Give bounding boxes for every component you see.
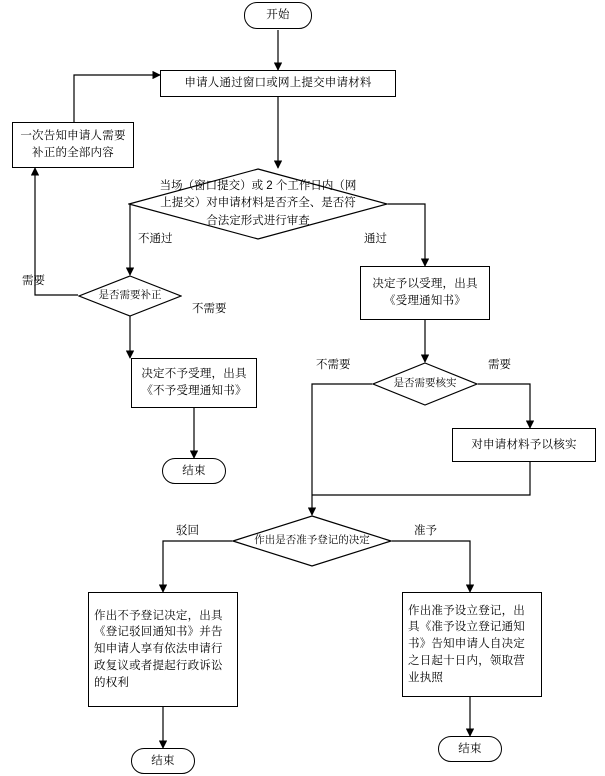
edge-label-not-pass: 不通过 — [138, 233, 173, 245]
node-not-accept-case — [131, 358, 257, 408]
node-end-reject — [131, 748, 195, 774]
edge-label-verify-need: 需要 — [488, 359, 511, 371]
node-notify-supplement — [12, 122, 134, 168]
node-not-accept-case-label: 决定不予受理，出具《不予受理通知书》 — [141, 368, 247, 397]
node-accept-case-label: 决定予以受理，出具《受理通知书》 — [372, 278, 478, 307]
node-review-decision-label: 当场（窗口提交）或 2 个工作日内（网上提交）对申请材料是否齐全、是否符合法定形式进行审查 — [159, 180, 357, 227]
node-submit-application — [160, 70, 396, 97]
node-end-not-accept-label: 结束 — [182, 464, 206, 477]
edge-label-granted: 准予 — [414, 525, 437, 537]
node-end-approve-label: 结束 — [458, 742, 482, 755]
node-accept-case — [360, 266, 490, 320]
node-submit-application-label: 申请人通过窗口或网上提交申请材料 — [184, 77, 372, 90]
node-approve-registration-label: 作出准予设立登记，出具《准予设立登记通知书》告知申请人自决定之日起十日内，领取营业执照 — [408, 604, 525, 684]
node-need-verify-decision-label: 是否需要核实 — [393, 377, 457, 390]
node-end-not-accept — [162, 458, 226, 484]
node-reject-registration-label: 作出不予登记决定，出具《登记驳回通知书》并告知申请人享有依法申请行政复议或者提起行政诉讼的权利 — [94, 609, 223, 689]
edge-label-verify-not-need: 不需要 — [316, 359, 351, 371]
edge-label-not-need-supplement: 不需要 — [192, 303, 227, 315]
node-start-label: 开始 — [266, 9, 290, 22]
node-reject-registration — [88, 592, 238, 707]
node-start — [244, 2, 312, 29]
node-register-decision-label: 作出是否准予登记的决定 — [254, 534, 370, 547]
edge-label-rejected: 驳回 — [176, 525, 199, 537]
node-end-reject-label: 结束 — [151, 754, 175, 767]
node-need-supplement-decision-label: 是否需要补正 — [98, 289, 162, 302]
node-verify-materials — [452, 428, 596, 462]
edge-label-need-supplement: 需要 — [22, 275, 45, 287]
edge-label-pass: 通过 — [364, 233, 387, 245]
node-verify-materials-label: 对申请材料予以核实 — [471, 438, 577, 451]
node-need-verify-decision — [372, 362, 478, 406]
node-end-approve — [438, 736, 502, 762]
node-need-supplement-decision — [78, 275, 182, 317]
node-register-decision — [232, 515, 392, 567]
node-approve-registration — [402, 592, 542, 697]
node-notify-supplement-label: 一次告知申请人需要补正的全部内容 — [20, 130, 126, 159]
